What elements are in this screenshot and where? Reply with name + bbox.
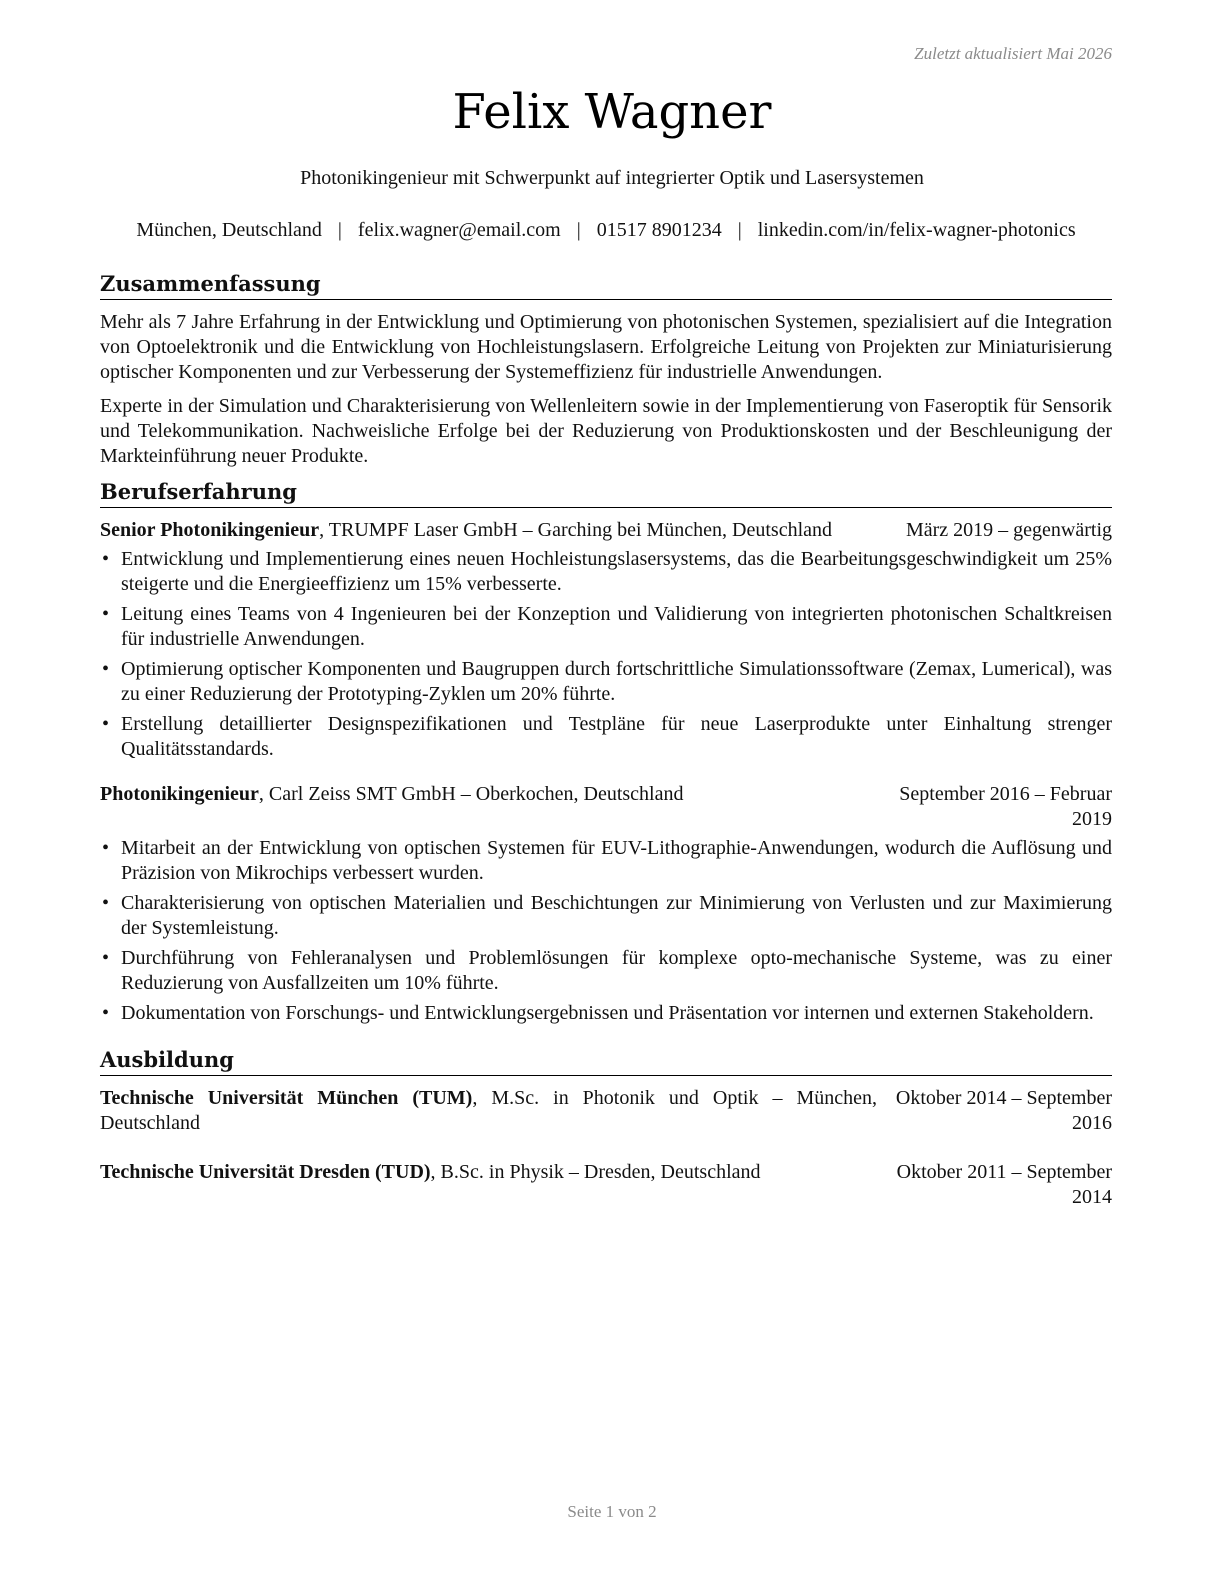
contact-email[interactable]: felix.wagner@email.com <box>357 219 561 241</box>
job-role: Photonikingenieur <box>100 783 259 805</box>
education-date: Oktober 2011 – September 2014 <box>896 1161 1112 1208</box>
job-date: März 2019 – gegenwärtig <box>905 519 1112 541</box>
bullet-item: • Optimierung optischer Komponenten und Baugruppen durch fortschrittliche Simulationssoftware (Zemax, Lumerical), was zu einer Reduzierung der Prototyping-Zyklen um 20% führte. <box>100 657 1112 707</box>
job-bullets <box>100 836 1112 1026</box>
contact-line <box>100 219 1112 242</box>
education-school: Technische Universität Dresden (TUD) <box>100 1161 431 1183</box>
job-header <box>100 782 1112 832</box>
bullet-item: • Charakterisierung von optischen Materialien und Beschichtungen zur Minimierung von Verlusten und zur Maximierung der Systemleistung. <box>100 891 1112 941</box>
job-company: , TRUMPF Laser GmbH – Garching bei München, Deutschland <box>319 519 833 541</box>
bullet-item: • Durchführung von Fehleranalysen und Problemlösungen für komplexe opto-mechanische Systeme, was zu einer Reduzierung von Ausfallzeiten um 10% führte. <box>100 946 1112 996</box>
tagline: Photonikingenieur mit Schwerpunkt auf integrierter Optik und Lasersystemen <box>300 167 924 189</box>
section-title-education: Ausbildung <box>100 1046 1112 1076</box>
education-details: , B.Sc. in Physik – Dresden, Deutschland <box>430 1161 761 1183</box>
bullet-item: • Dokumentation von Forschungs- und Entwicklungsergebnissen und Präsentation vor internen und externen Stakeholdern. <box>100 1001 1112 1026</box>
bullet-item: • Entwicklung und Implementierung eines neuen Hochleistungslasersystems, das die Bearbeitungsgeschwindigkeit um 25% steigerte und die Energieeffizienz um 15% verbesserte. <box>100 547 1112 597</box>
contact-linkedin[interactable]: linkedin.com/in/felix-wagner-photonics <box>757 219 1076 241</box>
education-details: , M.Sc. in Photonik und Optik – München, Deutschland <box>100 1087 877 1134</box>
education-date: Oktober 2014 – September 2016 <box>895 1087 1112 1134</box>
job-company: , Carl Zeiss SMT GmbH – Oberkochen, Deutschland <box>258 783 684 805</box>
bullet-item: • Mitarbeit an der Entwicklung von optischen Systemen für EUV-Lithographie-Anwendungen, wodurch die Auflösung und Präzision von Mikrochips verbessert wurden. <box>100 836 1112 886</box>
summary-section <box>100 270 1112 469</box>
contact-separator: | <box>737 219 742 241</box>
page-number: Seite 1 von 2 <box>567 1502 657 1521</box>
job-bullets <box>100 547 1112 762</box>
bullet-item: • Leitung eines Teams von 4 Ingenieuren bei der Konzeption und Validierung von integrierten photonischen Schaltkreisen für industrielle Anwendungen. <box>100 602 1112 652</box>
job-header <box>100 518 1112 543</box>
job-role: Senior Photonikingenieur <box>100 519 320 541</box>
job-entry <box>100 782 1112 1026</box>
person-name: Felix Wagner <box>452 84 772 140</box>
section-title-experience: Berufserfahrung <box>100 478 1112 508</box>
education-section <box>100 1046 1112 1210</box>
bullet-item: • Erstellung detaillierter Designspezifikationen und Testpläne für neue Laserprodukte unter Einhaltung strenger Qualitätsstandards. <box>100 712 1112 762</box>
contact-location: München, Deutschland <box>136 219 322 241</box>
last-updated: Zuletzt aktualisiert Mai 2026 <box>914 44 1112 63</box>
resume-content <box>100 270 1112 1234</box>
contact-separator: | <box>576 219 581 241</box>
contact-phone: 01517 8901234 <box>596 219 722 241</box>
section-title-summary: Zusammenfassung <box>100 270 1112 300</box>
experience-section <box>100 478 1112 1026</box>
job-entry <box>100 518 1112 762</box>
education-entry <box>100 1160 1112 1210</box>
job-date: September 2016 – Februar 2019 <box>899 783 1112 830</box>
education-school: Technische Universität München (TUM) <box>100 1087 473 1109</box>
summary-paragraph: Experte in der Simulation und Charakterisierung von Wellenleitern sowie in der Implementierung von Faseroptik für Sensorik und Telekommunikation. Nachweisliche Erfolge bei der Reduzierung von Produktionskosten und der Beschleunigung der Markteinführung neuer Produkte. <box>100 395 1112 467</box>
contact-separator: | <box>337 219 342 241</box>
education-entry <box>100 1086 1112 1136</box>
summary-paragraph: Mehr als 7 Jahre Erfahrung in der Entwicklung und Optimierung von photonischen Systemen, spezialisiert auf die Integration von Optoelektronik und die Entwicklung von Hochleistungslasern. Erfolgreiche Leitung von Projekten zur Miniaturisierung optischer Komponenten und zur Verbesserung der Systemeffizienz für industrielle Anwendungen. <box>100 311 1112 383</box>
